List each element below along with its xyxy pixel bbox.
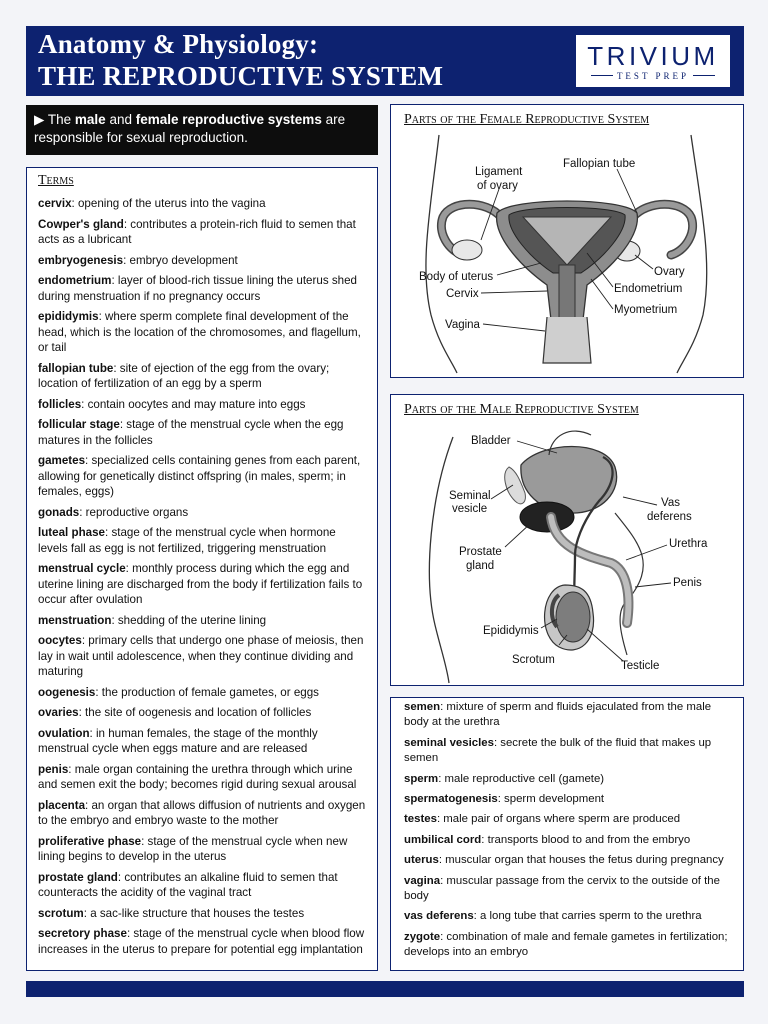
term-keyword: gonads bbox=[38, 505, 80, 519]
term-definition: : the production of female gametes, or eggs bbox=[95, 685, 319, 699]
term-definition: : contain oocytes and may mature into eggs bbox=[81, 397, 306, 411]
term-definition: : contributes an alkaline fluid to semen that counteracts the acidity of the vaginal tract bbox=[38, 870, 338, 899]
term-keyword: proliferative phase bbox=[38, 834, 142, 848]
label-scrotum: Scrotum bbox=[512, 654, 555, 666]
intro-and: and bbox=[105, 112, 136, 127]
term-definition: : primary cells that undergo one phase of meiosis, then lay in wait until adolescence, when they continue dividing and maturing bbox=[38, 634, 364, 678]
label-vas-1: Vas bbox=[661, 497, 680, 509]
label-body-of-uterus: Body of uterus bbox=[419, 271, 494, 283]
term-definition: : reproductive organs bbox=[79, 505, 189, 519]
male-figure-panel bbox=[390, 394, 744, 686]
term-definition: : male reproductive cell (gamete) bbox=[438, 772, 605, 785]
logo-wordmark: TRIVIUM bbox=[587, 40, 719, 71]
header-banner bbox=[26, 26, 744, 96]
term-definition: : contributes a protein-rich fluid to semen that acts as a lubricant bbox=[38, 217, 356, 246]
term-keyword: scrotum bbox=[38, 906, 84, 920]
fallopian-tube-right-inner bbox=[633, 204, 693, 255]
term-definition: : a sac-like structure that houses the testes bbox=[83, 906, 305, 920]
term-entry bbox=[404, 853, 735, 868]
term-keyword: gametes bbox=[38, 454, 86, 467]
term-keyword: oocytes bbox=[38, 634, 82, 647]
logo-rule-right bbox=[693, 75, 715, 76]
term-keyword: semen bbox=[404, 701, 441, 713]
term-definition: : transports blood to and from the embryo bbox=[481, 833, 691, 846]
term-keyword: uterus bbox=[404, 854, 439, 867]
term-keyword: luteal phase bbox=[38, 526, 106, 539]
term-entry bbox=[38, 926, 367, 957]
term-keyword: cervix bbox=[38, 197, 72, 210]
term-definition: : male organ containing the urethra through which urine and semen exit the body; becomes rigid during sexual arousal bbox=[38, 762, 357, 791]
term-keyword: prostate gland bbox=[38, 870, 118, 884]
intro-prefix: The bbox=[47, 112, 75, 127]
label-cervix: Cervix bbox=[446, 288, 479, 300]
term-definition: : muscular organ that houses the fetus during pregnancy bbox=[438, 854, 724, 867]
term-entry bbox=[38, 397, 367, 413]
label-vagina: Vagina bbox=[445, 319, 480, 331]
term-entry bbox=[38, 217, 367, 248]
label-urethra: Urethra bbox=[669, 538, 708, 550]
vagina-canal bbox=[543, 317, 591, 363]
term-definition: : mixture of sperm and fluids ejaculated from the male body at the urethra bbox=[404, 701, 712, 729]
term-keyword: menstrual cycle bbox=[38, 562, 126, 575]
triangle-bullet-icon: ▶ bbox=[34, 112, 45, 127]
term-entry bbox=[38, 417, 367, 448]
terms-list bbox=[38, 196, 367, 957]
label-bladder: Bladder bbox=[471, 435, 511, 447]
label-myometrium: Myometrium bbox=[614, 304, 678, 316]
term-definition: : shedding of the uterine lining bbox=[111, 613, 267, 627]
term-definition: : secrete the bulk of the fluid that makes up semen bbox=[404, 736, 712, 765]
term-entry bbox=[38, 525, 367, 556]
term-entry bbox=[404, 736, 735, 767]
term-entry bbox=[38, 453, 367, 500]
term-definition: : stage of the menstrual cycle when blood flow increases in the uterus to prepare for potential egg implantation bbox=[38, 927, 365, 956]
term-entry bbox=[38, 834, 367, 865]
term-keyword: follicular stage bbox=[38, 418, 120, 431]
female-reproductive-diagram bbox=[391, 105, 743, 377]
term-definition: : monthly process during which the egg and uterine lining are discharged from the body if fertilization fails to occur after ovulation bbox=[38, 562, 363, 606]
term-definition: : site of ejection of the egg from the ovary; location of fertilization of an egg by a sperm bbox=[38, 361, 330, 390]
female-figure-title: Parts of the Female Reproductive System bbox=[404, 112, 650, 127]
term-definition: : embryo development bbox=[123, 253, 238, 267]
intro-suffix: are responsible for sexual reproduction. bbox=[34, 112, 346, 145]
term-keyword: fallopian tube bbox=[38, 361, 114, 375]
term-keyword: vagina bbox=[404, 874, 441, 887]
term-keyword: zygote bbox=[404, 930, 441, 943]
term-definition: : specialized cells containing genes from each parent, allowing for genetically distinct offspring (in males, sperm; in females, eggs) bbox=[38, 454, 361, 498]
title-line-2: THE REPRODUCTIVE SYSTEM bbox=[38, 61, 444, 91]
term-entry bbox=[38, 798, 367, 829]
term-keyword: follicles bbox=[38, 397, 82, 411]
logo-rule-left bbox=[591, 75, 613, 76]
term-definition: : male pair of organs where sperm are produced bbox=[436, 813, 681, 826]
intro-callout bbox=[26, 105, 378, 155]
term-definition: : sperm development bbox=[497, 793, 605, 806]
term-entry bbox=[404, 930, 735, 961]
term-keyword: embryogenesis bbox=[38, 253, 124, 267]
term-entry bbox=[38, 273, 367, 304]
term-keyword: vas deferens bbox=[404, 910, 474, 923]
testicle-shape bbox=[556, 592, 590, 642]
term-entry bbox=[38, 309, 367, 356]
term-entry bbox=[38, 361, 367, 392]
term-definition: : muscular passage from the cervix to the outside of the body bbox=[404, 874, 720, 903]
term-keyword: secretory phase bbox=[38, 927, 127, 940]
intro-female: female reproductive systems bbox=[135, 112, 322, 127]
term-definition: : an organ that allows diffusion of nutrients and oxygen to the embryo and embryo waste to the mother bbox=[38, 798, 366, 827]
term-entry bbox=[38, 685, 367, 701]
term-keyword: oogenesis bbox=[38, 685, 96, 699]
footer-bar bbox=[26, 981, 744, 997]
term-entry bbox=[38, 906, 367, 922]
male-body-outline-left bbox=[429, 437, 453, 683]
label-epididymis: Epididymis bbox=[483, 625, 539, 637]
term-definition: : the site of oogenesis and location of follicles bbox=[78, 706, 312, 719]
female-figure-panel bbox=[390, 104, 744, 378]
label-ligament-1: Ligament bbox=[475, 166, 523, 178]
term-entry bbox=[404, 909, 735, 924]
term-definition: : a long tube that carries sperm to the urethra bbox=[473, 910, 702, 923]
label-prostate-1: Prostate bbox=[459, 546, 502, 558]
ovary-left bbox=[452, 240, 482, 260]
label-seminal-1: Seminal bbox=[449, 490, 491, 502]
term-keyword: testes bbox=[404, 813, 437, 826]
term-entry bbox=[38, 762, 367, 793]
label-fallopian-tube: Fallopian tube bbox=[563, 158, 636, 170]
term-keyword: spermatogenesis bbox=[404, 793, 498, 806]
term-entry bbox=[38, 613, 367, 629]
term-entry bbox=[404, 792, 735, 807]
trivium-logo bbox=[576, 35, 730, 87]
term-keyword: epididymis bbox=[38, 310, 99, 323]
term-keyword: penis bbox=[38, 762, 69, 776]
male-reproductive-diagram bbox=[391, 395, 743, 685]
label-endometrium: Endometrium bbox=[614, 283, 683, 295]
term-entry bbox=[38, 196, 367, 212]
term-keyword: seminal vesicles bbox=[404, 736, 494, 749]
terms-continued-panel bbox=[390, 697, 744, 971]
term-definition: : in human females, the stage of the monthly menstrual cycle when eggs mature and are released bbox=[38, 726, 318, 755]
intro-male: male bbox=[74, 112, 106, 127]
page-title bbox=[38, 28, 443, 92]
label-ovary: Ovary bbox=[654, 266, 685, 278]
term-definition: : stage of the menstrual cycle when hormone levels fall as egg is not fertilized, triggering menstruation bbox=[38, 526, 336, 555]
term-keyword: sperm bbox=[404, 772, 439, 785]
term-definition: : stage of the menstrual cycle when new lining begins to develop in the uterus bbox=[38, 834, 348, 863]
term-entry bbox=[38, 870, 367, 901]
term-keyword: placenta bbox=[38, 798, 86, 812]
term-keyword: menstruation bbox=[38, 613, 112, 627]
title-line-1: Anatomy & Physiology: bbox=[38, 29, 319, 59]
term-definition: : where sperm complete final development of the head, which is the location of the chromosomes, and flagellum, or tail bbox=[38, 310, 361, 354]
logo-subtitle-text: TEST PREP bbox=[616, 70, 690, 81]
cervical-canal bbox=[559, 265, 575, 323]
male-figure-title: Parts of the Male Reproductive System bbox=[404, 402, 639, 417]
label-ligament-2: of ovary bbox=[477, 180, 518, 192]
label-prostate-2: gland bbox=[466, 560, 495, 572]
term-keyword: endometrium bbox=[38, 274, 112, 287]
logo-subtitle bbox=[591, 71, 715, 81]
term-definition: : opening of the uterus into the vagina bbox=[71, 197, 266, 210]
term-keyword: ovaries bbox=[38, 706, 79, 719]
term-entry bbox=[38, 705, 367, 721]
term-entry bbox=[404, 812, 735, 827]
term-keyword: umbilical cord bbox=[404, 833, 482, 846]
term-entry bbox=[404, 833, 735, 848]
label-vas-2: deferens bbox=[647, 511, 692, 523]
term-definition: : stage of the menstrual cycle when the egg matures in the follicles bbox=[38, 418, 344, 447]
terms-title: Terms bbox=[38, 173, 74, 188]
term-entry bbox=[404, 874, 735, 905]
terms-panel bbox=[26, 167, 378, 971]
term-definition: : layer of blood-rich tissue lining the uterus shed during menstruation if no pregnancy occurs bbox=[38, 274, 357, 303]
term-entry bbox=[38, 505, 367, 521]
term-entry bbox=[38, 726, 367, 757]
term-keyword: Cowper's gland bbox=[38, 217, 124, 231]
label-penis: Penis bbox=[673, 577, 702, 589]
term-definition: : combination of male and female gametes in fertilization; develops into an embryo bbox=[404, 930, 728, 959]
terms-continued-list bbox=[404, 700, 735, 961]
term-entry bbox=[404, 772, 735, 787]
label-testicle: Testicle bbox=[621, 660, 660, 672]
term-entry bbox=[38, 253, 367, 269]
label-seminal-2: vesicle bbox=[452, 503, 488, 515]
term-keyword: ovulation bbox=[38, 726, 90, 740]
term-entry bbox=[38, 561, 367, 608]
term-entry bbox=[38, 633, 367, 680]
term-entry bbox=[404, 700, 735, 731]
